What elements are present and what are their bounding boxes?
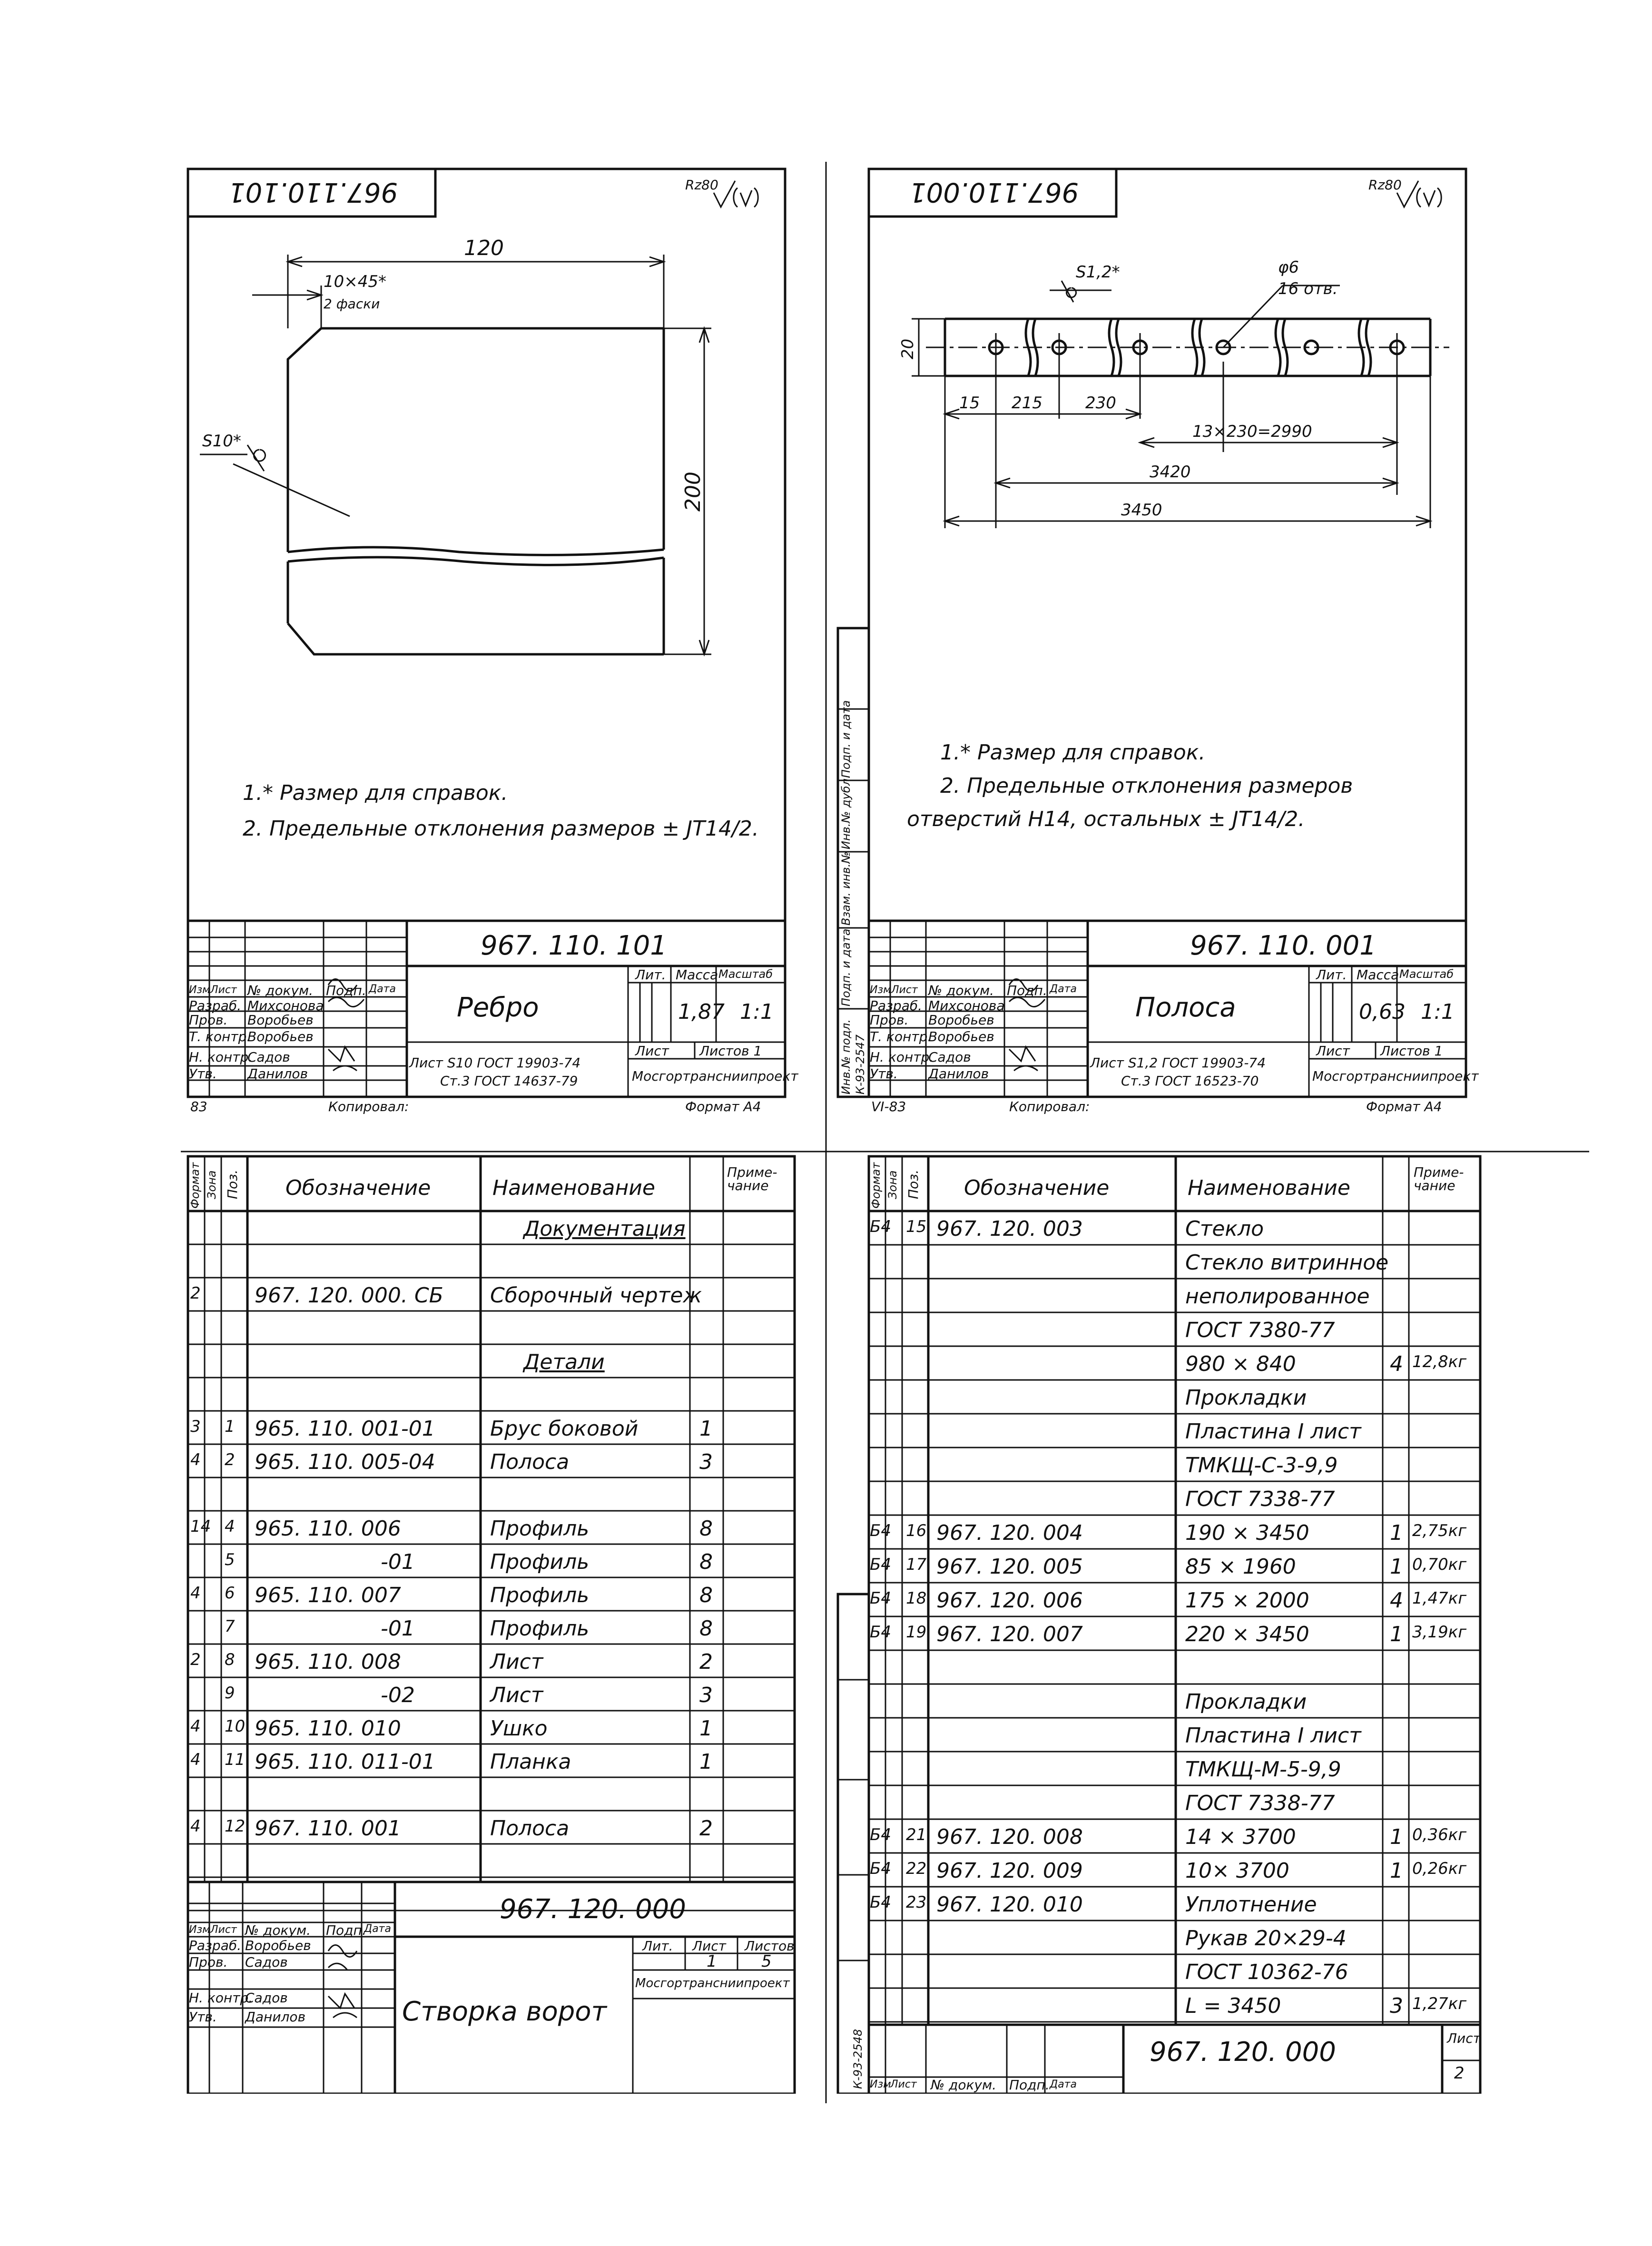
cell-note: 1,27кг: [1412, 1994, 1467, 2013]
person-approved: Данилов: [928, 1066, 989, 1082]
cell-designation: 967. 120. 000. СБ: [255, 1283, 443, 1308]
cell-format: 4: [190, 1717, 201, 1736]
role-approved: Утв.: [870, 1066, 898, 1082]
cell-position: 17: [906, 1555, 927, 1574]
cell-name: ТМКЩ-С-3-9,9: [1185, 1453, 1338, 1478]
side-stamp-sign-date: Подп. и дата: [839, 928, 853, 1006]
role-developer: Разраб.: [189, 1938, 242, 1953]
cell-name: Детали: [523, 1350, 605, 1374]
footer-col-izm: Изм: [870, 2079, 891, 2090]
header-col-sign: Подп.: [326, 1922, 366, 1938]
dim-3420: 3420: [1150, 463, 1191, 482]
dim-chamfer-note: 2 фаски: [324, 296, 380, 312]
sheet-number: 1: [707, 1952, 717, 1971]
cell-designation: 965. 110. 008: [255, 1650, 401, 1674]
cell-name: L = 3450: [1185, 1994, 1281, 2018]
role-checker: Пров.: [189, 1954, 228, 1970]
cell-position: 23: [906, 1893, 927, 1912]
cell-name: Полоса: [490, 1816, 570, 1841]
cell-name: 10× 3700: [1185, 1859, 1289, 1883]
col-pos-header: Поз.: [905, 1170, 921, 1199]
cell-designation: 967. 110. 001: [255, 1816, 401, 1841]
cell-name: 980 × 840: [1185, 1352, 1296, 1376]
cell-name: Пластина I лист: [1185, 1419, 1361, 1444]
cell-format: Б4: [870, 1859, 891, 1878]
spec-code: 967. 120. 000: [1150, 2037, 1336, 2068]
person-developer: Михсонова: [247, 998, 324, 1014]
person-approved: Данилов: [247, 1066, 308, 1082]
role-developer: Разраб.: [870, 998, 923, 1014]
cell-position: 15: [906, 1217, 927, 1236]
sheets-label: Листов 1: [1380, 1043, 1443, 1059]
organization: Мосгортрансниипроект: [635, 1976, 790, 1990]
cell-format: 4: [190, 1750, 201, 1769]
cell-quantity: 8: [699, 1550, 713, 1574]
sheet-label: Лист: [635, 1043, 669, 1059]
roughness-label: Rz80: [685, 177, 718, 193]
col-pos-header: Поз.: [225, 1170, 240, 1199]
rotated-code-stamp: 967.110.101: [228, 177, 398, 207]
cell-position: 6: [225, 1584, 235, 1603]
cell-name: Профиль: [490, 1616, 590, 1641]
cell-name: Прокладки: [1185, 1386, 1307, 1410]
role-ncontrol: Н. контр.: [189, 1990, 253, 2006]
cell-format: 4: [190, 1450, 201, 1469]
cell-designation: -02: [381, 1683, 415, 1707]
cell-designation: 965. 110. 011-01: [255, 1750, 435, 1774]
spec-sheet-right: [826, 1142, 1652, 2094]
cell-note: 1,47кг: [1412, 1589, 1467, 1608]
dim-3450: 3450: [1121, 501, 1162, 520]
lit-label: Лит.: [1316, 967, 1347, 983]
cell-position: 11: [225, 1750, 246, 1769]
note-3: отверстий H14, остальных ± JT14/2.: [907, 807, 1305, 831]
mass-label: Масса: [676, 967, 718, 983]
cell-quantity: 1: [1390, 1622, 1403, 1646]
cell-name: 85 × 1960: [1185, 1555, 1296, 1579]
spec-left-row-lines: [188, 1244, 795, 1911]
cell-format: 2: [190, 1650, 201, 1669]
cell-name: 190 × 3450: [1185, 1521, 1309, 1545]
cell-name: Уплотнение: [1185, 1892, 1317, 1917]
cell-quantity: 2: [699, 1816, 713, 1841]
cell-name: Пластина I лист: [1185, 1724, 1361, 1748]
cell-position: 2: [225, 1450, 235, 1469]
cell-name: ТМКЩ-М-5-9,9: [1185, 1757, 1341, 1782]
cell-position: 1: [225, 1417, 235, 1436]
cell-position: 22: [906, 1859, 927, 1878]
dim-hole-count: 16 отв.: [1278, 279, 1338, 298]
cell-position: 12: [225, 1817, 246, 1836]
cell-name: Планка: [490, 1750, 571, 1774]
cell-format: 14: [190, 1517, 211, 1536]
cell-format: Б4: [870, 1589, 891, 1608]
col-format-header: Формат: [869, 1162, 883, 1209]
person-ncontrol: Садов: [247, 1049, 290, 1065]
cell-name: Рукав 20×29-4: [1185, 1926, 1347, 1950]
header-col-doc: № докум.: [928, 983, 994, 998]
cell-note: 3,19кг: [1412, 1623, 1467, 1642]
cell-name: Стекло: [1185, 1217, 1264, 1241]
sheet-label: Лист: [1447, 2030, 1481, 2046]
copied-label: Копировал:: [328, 1099, 409, 1114]
scale-label: Масштаб: [1399, 967, 1454, 981]
spec-sheet-left: [0, 1142, 826, 2094]
role-checker: Пров.: [189, 1012, 228, 1028]
cell-quantity: 4: [1390, 1588, 1403, 1613]
person-tcontrol: Воробьев: [247, 1029, 314, 1044]
cell-quantity: 1: [1390, 1521, 1403, 1545]
cell-note: 2,75кг: [1412, 1521, 1467, 1540]
cell-name: Лист: [490, 1650, 543, 1674]
cell-designation: 965. 110. 007: [255, 1583, 401, 1607]
cell-designation: -01: [381, 1616, 415, 1641]
person-ncontrol: Садов: [928, 1049, 971, 1065]
role-tcontrol: Т. контр.: [870, 1029, 932, 1044]
cell-format: 2: [190, 1284, 201, 1303]
note-2: 2. Предельные отклонения размеров ± JT14/2.: [243, 817, 759, 841]
dim-height: 200: [681, 472, 705, 512]
note-1: 1.* Размер для справок.: [243, 781, 508, 805]
footer-left: 83: [190, 1099, 207, 1114]
cell-quantity: 4: [1390, 1352, 1403, 1376]
col-note-header: Приме-чание: [1414, 1164, 1464, 1193]
cell-note: 0,36кг: [1412, 1825, 1467, 1844]
role-approved: Утв.: [189, 1066, 217, 1082]
cell-name: Профиль: [490, 1517, 590, 1541]
sheet-label: Лист: [1316, 1043, 1350, 1059]
header-col-sign: Подп.: [326, 983, 366, 998]
header-col-izm: Изм: [870, 984, 891, 996]
side-stamp-number: К-93-2548: [851, 2029, 865, 2089]
dim-215: 215: [1012, 394, 1042, 413]
cell-name: Лист: [490, 1683, 543, 1707]
cell-name: Профиль: [490, 1583, 590, 1607]
header-col-doc: № докум.: [245, 1922, 311, 1938]
cell-name: Брус боковой: [490, 1417, 639, 1441]
cell-designation: 965. 110. 005-04: [255, 1450, 435, 1474]
cell-quantity: 1: [699, 1750, 713, 1774]
side-stamp-inv-podl: Инв.№ подл.: [839, 1019, 853, 1094]
cell-format: Б4: [870, 1555, 891, 1574]
role-ncontrol: Н. контр.: [870, 1049, 934, 1065]
format-label: Формат А4: [1366, 1099, 1442, 1114]
cell-name: Профиль: [490, 1550, 590, 1574]
dim-chain: 13×230=2990: [1192, 422, 1312, 441]
mass-value: 0,63: [1359, 1000, 1406, 1024]
cell-quantity: 1: [1390, 1555, 1403, 1579]
dim-width: 120: [464, 236, 504, 260]
col-format-header: Формат: [188, 1162, 202, 1209]
cell-name: 175 × 2000: [1185, 1588, 1309, 1613]
side-stamp-number: К-93-2547: [854, 1034, 867, 1094]
cell-position: 9: [225, 1684, 235, 1703]
person-developer: Михсонова: [928, 998, 1005, 1014]
sheet-label: Лист: [692, 1938, 726, 1954]
sheets-label: Листов 1: [699, 1043, 762, 1059]
dim-230: 230: [1085, 394, 1116, 413]
cell-name: Ушко: [490, 1716, 548, 1741]
header-col-date: Дата: [1050, 983, 1077, 995]
cell-position: 21: [906, 1825, 927, 1844]
cell-position: 5: [225, 1550, 235, 1569]
cell-designation: 967. 120. 006: [936, 1588, 1083, 1613]
footer-col-date: Дата: [1050, 2079, 1077, 2090]
cell-quantity: 3: [699, 1683, 713, 1707]
col-name-header: Наименование: [1188, 1176, 1350, 1200]
cell-quantity: 2: [699, 1650, 713, 1674]
sheets-label: Листов: [745, 1938, 795, 1954]
cell-position: 18: [906, 1589, 927, 1608]
cell-name: Сборочный чертеж: [490, 1283, 702, 1308]
material-line1: Лист S10 ГОСТ 19903-74: [409, 1055, 581, 1071]
sheet-rebro: [0, 0, 826, 1142]
footer-col-doc: № докум.: [931, 2077, 997, 2093]
cell-note: 0,70кг: [1412, 1555, 1467, 1574]
header-col-date: Дата: [364, 1923, 391, 1935]
cell-name: 14 × 3700: [1185, 1825, 1296, 1849]
cell-format: Б4: [870, 1893, 891, 1912]
material-line2: Ст.3 ГОСТ 14637-79: [440, 1073, 578, 1089]
cell-designation: 967. 120. 003: [936, 1217, 1083, 1241]
cell-format: 4: [190, 1817, 201, 1836]
part-name: Полоса: [1135, 992, 1236, 1023]
mass-value: 1,87: [678, 1000, 725, 1024]
cell-quantity: 1: [699, 1417, 713, 1441]
side-stamp-dubl: Инв.№ дубл.: [839, 775, 853, 849]
cell-quantity: 3: [1390, 1994, 1403, 2018]
dim-15: 15: [959, 394, 980, 413]
col-note-header: Приме-чание: [727, 1164, 777, 1193]
cell-quantity: 8: [699, 1583, 713, 1607]
header-col-doc: № докум.: [247, 983, 314, 998]
cell-designation: 967. 120. 005: [936, 1555, 1083, 1579]
person-ncontrol: Садов: [245, 1990, 288, 2006]
scale-value: 1:1: [1421, 1000, 1455, 1024]
lit-label: Лит.: [635, 967, 666, 983]
role-developer: Разраб.: [189, 998, 242, 1014]
header-col-sign: Подп.: [1007, 983, 1047, 998]
cell-name: ГОСТ 10362-76: [1185, 1960, 1348, 1984]
mass-label: Масса: [1357, 967, 1399, 983]
cell-position: 16: [906, 1521, 927, 1540]
cell-name: Полоса: [490, 1450, 570, 1474]
sheet-polosa-frame: [826, 0, 1652, 1142]
header-col-list: Лист: [891, 984, 918, 996]
cell-designation: 967. 120. 004: [936, 1521, 1083, 1545]
note-2: 2. Предельные отклонения размеров: [940, 774, 1353, 798]
person-approved: Данилов: [245, 2009, 306, 2025]
cell-name: ГОСТ 7338-77: [1185, 1487, 1335, 1511]
person-developer: Воробьев: [245, 1938, 311, 1953]
footer-col-list: Лист: [890, 2079, 917, 2090]
footer-col-sign: Подп.: [1009, 2077, 1050, 2093]
spec-code: 967. 120. 000: [500, 1894, 686, 1925]
dim-chamfer: 10×45*: [324, 272, 387, 291]
cell-designation: 965. 110. 001-01: [255, 1417, 435, 1441]
footer-left: VI-83: [871, 1099, 906, 1114]
person-checker: Воробьев: [928, 1012, 994, 1028]
cell-note: 0,26кг: [1412, 1859, 1467, 1878]
organization: Мосгортрансниипроект: [1312, 1068, 1479, 1084]
drawing-code: 967. 110. 101: [481, 930, 667, 961]
cell-quantity: 8: [699, 1616, 713, 1641]
cell-designation: 965. 110. 006: [255, 1517, 401, 1541]
cell-position: 8: [225, 1650, 235, 1669]
cell-designation: 967. 120. 008: [936, 1825, 1083, 1849]
dim-hole-diameter: φ6: [1278, 258, 1299, 277]
side-stamp-vzam: Взам. инв.№: [839, 851, 853, 926]
roughness-label: Rz80: [1368, 177, 1402, 193]
person-checker: Садов: [245, 1954, 288, 1970]
dim-thickness: S1,2*: [1076, 263, 1120, 282]
role-approved: Утв.: [189, 2009, 217, 2025]
cell-format: 3: [190, 1417, 201, 1436]
header-col-izm: Изм: [189, 984, 210, 996]
role-checker: Пров.: [870, 1012, 909, 1028]
cell-name: Документация: [523, 1217, 686, 1241]
header-col-list: Лист: [210, 1924, 237, 1936]
cell-position: 4: [225, 1517, 235, 1536]
note-1: 1.* Размер для справок.: [940, 740, 1206, 765]
material-line1: Лист S1,2 ГОСТ 19903-74: [1090, 1055, 1266, 1071]
col-designation-header: Обозначение: [964, 1176, 1110, 1200]
lit-label: Лит.: [642, 1938, 673, 1954]
material-line2: Ст.3 ГОСТ 16523-70: [1121, 1073, 1259, 1089]
cell-position: 19: [906, 1623, 927, 1642]
dim-thickness: S10*: [202, 432, 241, 451]
cell-designation: 965. 110. 010: [255, 1716, 401, 1741]
cell-quantity: 3: [699, 1450, 713, 1474]
sheets-number: 5: [761, 1952, 772, 1971]
sheet-number: 2: [1454, 2064, 1465, 2083]
cell-name: Прокладки: [1185, 1690, 1307, 1714]
col-zone-header: Зона: [886, 1170, 899, 1199]
cell-designation: 967. 120. 009: [936, 1859, 1083, 1883]
person-checker: Воробьев: [247, 1012, 314, 1028]
drawing-code: 967. 110. 001: [1190, 930, 1377, 961]
col-designation-header: Обозначение: [285, 1176, 431, 1200]
header-col-izm: Изм: [189, 1924, 210, 1936]
cell-name: неполированное: [1185, 1284, 1370, 1309]
cell-format: 4: [190, 1584, 201, 1603]
rotated-code-stamp: 967.110.001: [909, 177, 1079, 207]
side-stamp-sign-date-2: Подп. и дата: [839, 700, 853, 778]
spec-name: Створка ворот: [402, 1996, 607, 2027]
cell-name: ГОСТ 7380-77: [1185, 1318, 1335, 1342]
cell-designation: 967. 120. 007: [936, 1622, 1083, 1646]
cell-designation: -01: [381, 1550, 415, 1574]
cell-position: 10: [225, 1717, 246, 1736]
scale-value: 1:1: [740, 1000, 774, 1024]
cell-quantity: 1: [699, 1716, 713, 1741]
sheet-polosa: [826, 0, 1652, 1142]
header-col-list: Лист: [210, 984, 237, 996]
person-tcontrol: Воробьев: [928, 1029, 994, 1044]
copied-label: Копировал:: [1009, 1099, 1090, 1114]
cell-format: Б4: [870, 1521, 891, 1540]
scale-label: Масштаб: [718, 967, 773, 981]
col-zone-header: Зона: [205, 1170, 218, 1199]
cell-format: Б4: [870, 1217, 891, 1236]
col-name-header: Наименование: [492, 1176, 655, 1200]
role-tcontrol: Т. контр.: [189, 1029, 251, 1044]
cell-note: 12,8кг: [1412, 1352, 1467, 1371]
cell-name: ГОСТ 7338-77: [1185, 1791, 1335, 1815]
cell-format: Б4: [870, 1825, 891, 1844]
cell-designation: 967. 120. 010: [936, 1892, 1083, 1917]
part-name: Ребро: [457, 992, 539, 1023]
cell-name: 220 × 3450: [1185, 1622, 1309, 1646]
cell-quantity: 8: [699, 1517, 713, 1541]
cell-format: Б4: [870, 1623, 891, 1642]
format-label: Формат А4: [685, 1099, 761, 1114]
dim-height: 20: [898, 338, 917, 359]
role-ncontrol: Н. контр.: [189, 1049, 253, 1065]
cell-quantity: 1: [1390, 1859, 1403, 1883]
cell-quantity: 1: [1390, 1825, 1403, 1849]
cell-name: Стекло витринное: [1185, 1251, 1389, 1275]
organization: Мосгортрансниипроект: [632, 1068, 798, 1084]
cell-position: 7: [225, 1617, 235, 1636]
header-col-date: Дата: [369, 983, 396, 995]
